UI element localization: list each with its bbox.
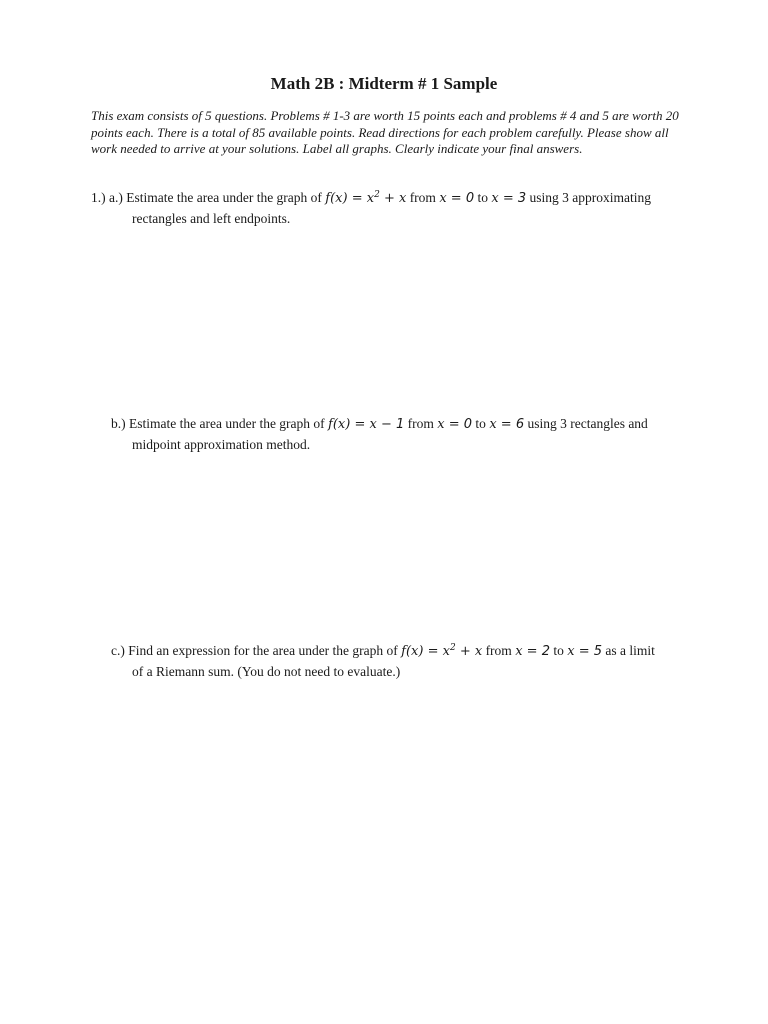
- question-1c: [111, 641, 655, 682]
- page-title: Math 2B : Midterm # 1 Sample: [270, 74, 498, 93]
- question-text: Estimate the area under the graph of: [126, 190, 322, 205]
- part-label: a.): [109, 190, 123, 205]
- function-expression: $f(x) = x^2 + x$: [401, 643, 483, 659]
- part-label: b.): [111, 416, 126, 431]
- lower-bound: x = 0: [437, 417, 473, 432]
- question-1a: [91, 188, 651, 229]
- to-word: to: [553, 643, 564, 658]
- question-text: Find an expression for the area under the graph of: [128, 643, 398, 658]
- question-text-tail: using 3 approximating: [529, 190, 652, 205]
- question-text: Estimate the area under the graph of: [129, 416, 325, 431]
- lower-bound: x = 2: [515, 644, 550, 659]
- question-text-tail: as a limit: [605, 643, 655, 658]
- question-text-line2: of a Riemann sum. (You do not need to evaluate.): [132, 664, 401, 679]
- lower-bound: x = 0: [439, 191, 475, 206]
- question-number: 1.): [91, 190, 106, 205]
- from-word: from: [485, 643, 512, 658]
- question-text-tail: using 3 rectangles and: [527, 416, 648, 431]
- function-expression: f(x) = x − 1: [328, 417, 405, 432]
- from-word: from: [407, 416, 434, 431]
- upper-bound: x = 5: [567, 644, 603, 659]
- to-word: to: [477, 190, 488, 205]
- upper-bound: x = 3: [491, 191, 527, 206]
- question-text-line2: rectangles and left endpoints.: [132, 211, 291, 226]
- exam-instructions: This exam consists of 5 questions. Problems # 1-3 are worth 15 points each and problems # 4 and 5 are worth 20 points each. There is a total of 85 available points. Read directions for each problem carefully. Please show all work needed to arrive at your solutions. Label all graphs. Clearly indicate your final answers.: [91, 108, 679, 156]
- function-expression: $f(x) = x^2 + x$: [325, 190, 407, 206]
- upper-bound: x = 6: [489, 417, 525, 432]
- to-word: to: [475, 416, 486, 431]
- part-label: c.): [111, 643, 125, 658]
- from-word: from: [409, 190, 436, 205]
- question-1b: [111, 414, 648, 455]
- question-text-line2: midpoint approximation method.: [132, 437, 311, 452]
